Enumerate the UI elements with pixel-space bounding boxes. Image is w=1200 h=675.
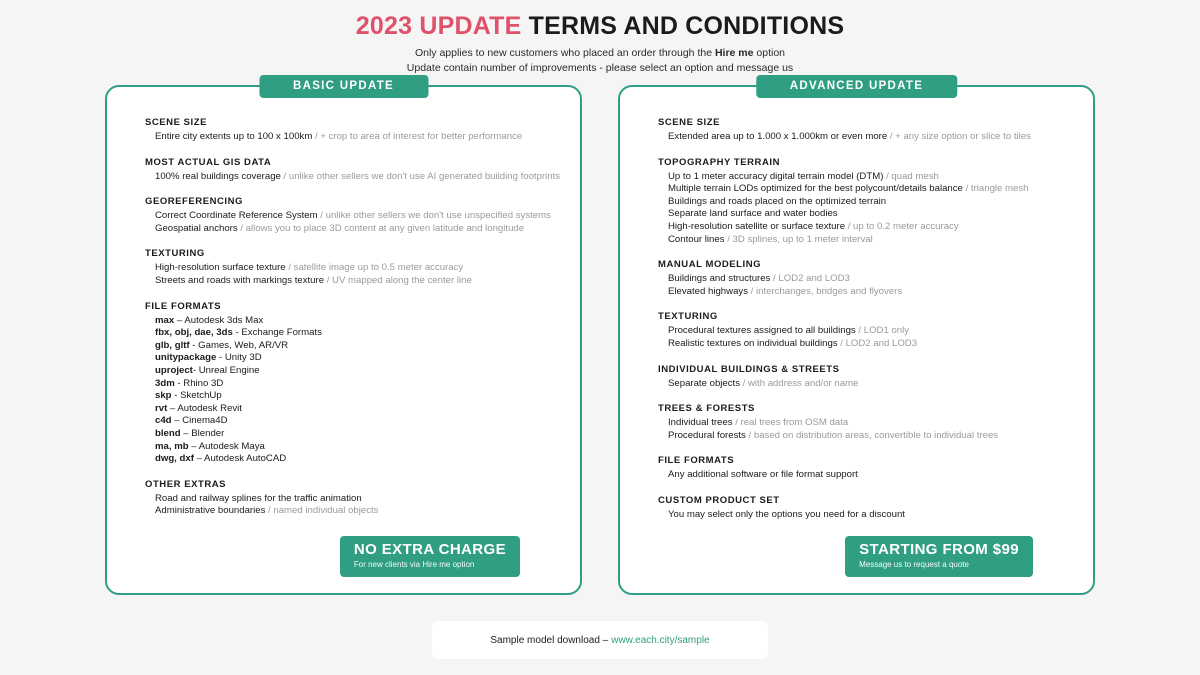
feature-section [145, 117, 556, 144]
feature-line [145, 415, 556, 428]
feature-line [145, 210, 556, 223]
feature-line [658, 273, 1069, 286]
feature-line [145, 327, 556, 340]
feature-line-main: Individual trees [668, 417, 733, 429]
feature-line-bold: c4d [155, 415, 172, 427]
plans-columns [0, 80, 1200, 595]
subtitle-line-1 [0, 46, 1200, 61]
feature-section-heading: MANUAL MODELING [658, 259, 762, 271]
feature-line [658, 469, 1069, 482]
feature-line [658, 378, 1069, 391]
subtitle-line-1-a: Only applies to new customers who placed an order through the [414, 47, 715, 59]
feature-line-note: / + any size option or slice to tiles [887, 131, 1031, 142]
feature-line-main: Buildings and structures [668, 273, 771, 285]
feature-line-main: - SketchUp [171, 390, 222, 402]
basic-update-title: BASIC UPDATE [259, 75, 428, 98]
feature-line-main: Separate objects [668, 377, 740, 389]
feature-line-bold: max [155, 314, 175, 326]
feature-line-note: / + crop to area of interest for better performance [312, 131, 523, 142]
feature-line-main: Realistic textures on individual buildings [668, 337, 838, 349]
sample-download-link[interactable]: www.each.city/sample [611, 634, 710, 646]
feature-line-note: / based on distribution areas, convertible to individual trees [745, 429, 999, 441]
feature-line-note: / LOD1 only [855, 325, 910, 337]
feature-section [145, 479, 556, 518]
feature-line [145, 352, 556, 365]
feature-line-main: Separate land surface and water bodies [668, 208, 838, 220]
feature-line [145, 378, 556, 391]
advanced-update-body [620, 87, 1093, 522]
feature-line [145, 131, 556, 144]
page-title [0, 12, 1200, 41]
feature-line-main: – Blender [180, 427, 225, 439]
feature-section-heading: FILE FORMATS [145, 300, 222, 312]
feature-section-heading: OTHER EXTRAS [145, 478, 227, 490]
feature-line-bold: skp [155, 390, 172, 402]
feature-line [658, 338, 1069, 351]
feature-line [658, 131, 1069, 144]
feature-section [145, 196, 556, 235]
feature-line-bold: uproject [155, 364, 193, 376]
feature-line [658, 221, 1069, 234]
feature-section-heading: TEXTURING [145, 248, 205, 260]
feature-section-heading: FILE FORMATS [658, 455, 735, 467]
feature-line-main: Streets and roads with markings texture [155, 274, 325, 286]
feature-line-main: - Unity 3D [216, 352, 262, 364]
feature-line-bold: fbx, obj, dae, 3ds [155, 327, 233, 339]
advanced-update-card [618, 80, 1095, 595]
feature-line-note: / satellite image up to 0.5 meter accuracy [285, 262, 464, 274]
feature-line-note: / LOD2 and LOD3 [770, 273, 850, 285]
feature-line-note: / named individual objects [265, 505, 379, 517]
feature-line [145, 340, 556, 353]
feature-line [658, 171, 1069, 184]
advanced-price-badge-title: STARTING FROM $99 [859, 541, 1019, 558]
feature-line-main: Procedural textures assigned to all buildings [668, 325, 856, 337]
feature-section [145, 248, 556, 287]
feature-section [145, 156, 561, 184]
feature-line-main: Entire city extents up to 100 x 100km [155, 131, 313, 142]
feature-section-heading: CUSTOM PRODUCT SET [658, 494, 780, 506]
feature-section-heading: TREES & FORESTS [658, 403, 755, 415]
feature-line [145, 403, 556, 416]
feature-line-bold: ma, mb [155, 440, 189, 452]
feature-line-note: / unlike other sellers we don't use AI generated building footprints [280, 170, 561, 182]
feature-line [658, 208, 1069, 221]
feature-line [145, 262, 556, 275]
feature-line-main: – Autodesk Revit [167, 402, 242, 414]
feature-line [145, 441, 556, 454]
feature-line [145, 315, 556, 328]
feature-line-main: Extended area up to 1.000 x 1.000km or even more [668, 131, 888, 142]
feature-section [658, 157, 1069, 247]
feature-line-main: Up to 1 meter accuracy digital terrain model (DTM) [668, 170, 884, 182]
feature-line [145, 223, 556, 236]
feature-line-main: - Unreal Engine [192, 364, 260, 376]
feature-line-bold: blend [155, 427, 181, 439]
subtitle-line-2: Update contain number of improvements - please select an option and message us [406, 62, 794, 75]
feature-line-main: Procedural forests [668, 429, 746, 441]
feature-line-note: / quad mesh [883, 170, 939, 182]
sample-download-bar [432, 621, 768, 659]
feature-line [145, 365, 556, 378]
feature-line [145, 453, 556, 466]
feature-section [658, 311, 1069, 350]
page-subtitle [0, 46, 1200, 76]
feature-line [145, 170, 561, 184]
feature-line-main: Administrative boundaries [155, 505, 266, 517]
feature-line [658, 183, 1069, 196]
subtitle-line-1-bold: Hire me [714, 47, 754, 59]
feature-line [145, 428, 556, 441]
advanced-price-badge-note: Message us to request a quote [859, 560, 969, 569]
feature-line-main: Correct Coordinate Reference System [155, 210, 318, 222]
feature-line-main: High-resolution satellite or surface texture [668, 220, 846, 232]
feature-section [658, 403, 1069, 442]
basic-price-badge-note: For new clients via Hire me option [353, 560, 475, 569]
page-header [0, 0, 1200, 76]
subtitle-line-1-b: option [753, 47, 786, 59]
page-title-rest: TERMS AND CONDITIONS [528, 12, 845, 40]
feature-line-main: High-resolution surface texture [155, 262, 286, 274]
feature-line-main: Multiple terrain LODs optimized for the best polycount/details balance [668, 183, 963, 195]
feature-line [145, 275, 556, 288]
feature-line-bold: rvt [155, 402, 168, 414]
feature-line [658, 325, 1069, 338]
feature-section-heading: SCENE SIZE [658, 117, 720, 128]
feature-line-main: Elevated highways [668, 285, 748, 297]
feature-line-bold: 3dm [155, 377, 175, 389]
feature-line-note: / allows you to place 3D content at any given latitude and longitude [237, 222, 525, 234]
basic-price-badge[interactable] [340, 536, 520, 577]
feature-line-main: – Cinema4D [171, 415, 228, 427]
feature-line-note: / interchanges, bridges and flyovers [748, 285, 903, 297]
feature-line [145, 505, 556, 518]
feature-line-note: / up to 0.2 meter accuracy [845, 220, 959, 232]
feature-line-note: / with address and/or name [740, 377, 859, 389]
basic-update-body [107, 87, 580, 518]
feature-section [658, 364, 1069, 391]
feature-section-heading: SCENE SIZE [145, 117, 207, 128]
feature-line-main: Contour lines [668, 233, 725, 245]
feature-line [658, 417, 1069, 430]
feature-line [658, 509, 1069, 522]
feature-line-main: You may select only the options you need for a discount [668, 508, 905, 520]
feature-section-heading: TOPOGRAPHY TERRAIN [658, 156, 780, 168]
feature-line-main: – Autodesk AutoCAD [193, 453, 287, 465]
feature-section-heading: GEOREFERENCING [145, 196, 243, 208]
feature-line-main: - Rhino 3D [174, 377, 224, 389]
feature-line-main: Buildings and roads placed on the optimized terrain [668, 195, 887, 207]
feature-line-note: / UV mapped along the center line [324, 274, 472, 286]
feature-line-main: – Autodesk Maya [188, 440, 265, 452]
feature-line-bold: unitypackage [155, 352, 217, 364]
feature-section [658, 117, 1069, 144]
feature-section-heading: INDIVIDUAL BUILDINGS & STREETS [658, 363, 840, 375]
feature-line [145, 390, 556, 403]
feature-line-main: Any additional software or file format support [668, 469, 858, 481]
feature-section [658, 455, 1069, 482]
feature-line [658, 234, 1069, 247]
feature-line-main: – Autodesk 3ds Max [174, 314, 264, 326]
feature-line-main: Road and railway splines for the traffic animation [155, 492, 362, 504]
feature-line-bold: glb, gltf [155, 339, 190, 351]
feature-section-heading: MOST ACTUAL GIS DATA [145, 156, 272, 168]
feature-line-main: Geospatial anchors [155, 222, 238, 234]
basic-price-badge-title: NO EXTRA CHARGE [353, 541, 506, 558]
feature-line-note: / triangle mesh [962, 183, 1029, 195]
feature-line-bold: dwg, dxf [155, 453, 194, 465]
feature-line [145, 493, 556, 506]
feature-line [658, 196, 1069, 209]
advanced-update-title: ADVANCED UPDATE [756, 75, 957, 98]
sample-download-label: Sample model download – [490, 634, 609, 646]
advanced-price-badge[interactable] [845, 536, 1033, 577]
feature-line-note: / unlike other sellers we don't use unspecified systems [317, 210, 551, 222]
feature-section-heading: TEXTURING [658, 311, 718, 323]
feature-line [658, 286, 1069, 299]
basic-update-card [105, 80, 582, 595]
page-title-year: 2023 UPDATE [355, 12, 522, 40]
feature-line-note: / LOD2 and LOD3 [837, 337, 918, 349]
feature-section [145, 301, 556, 466]
feature-line-main: - Exchange Formats [232, 327, 322, 339]
feature-line-main: - Games, Web, AR/VR [189, 339, 289, 351]
feature-line-note: / real trees from OSM data [732, 417, 849, 429]
feature-line-note: / 3D splines, up to 1 meter interval [724, 233, 873, 245]
feature-section [658, 259, 1069, 298]
feature-section [658, 495, 1069, 522]
feature-line-main: 100% real buildings coverage [155, 170, 281, 182]
feature-line [658, 430, 1069, 443]
